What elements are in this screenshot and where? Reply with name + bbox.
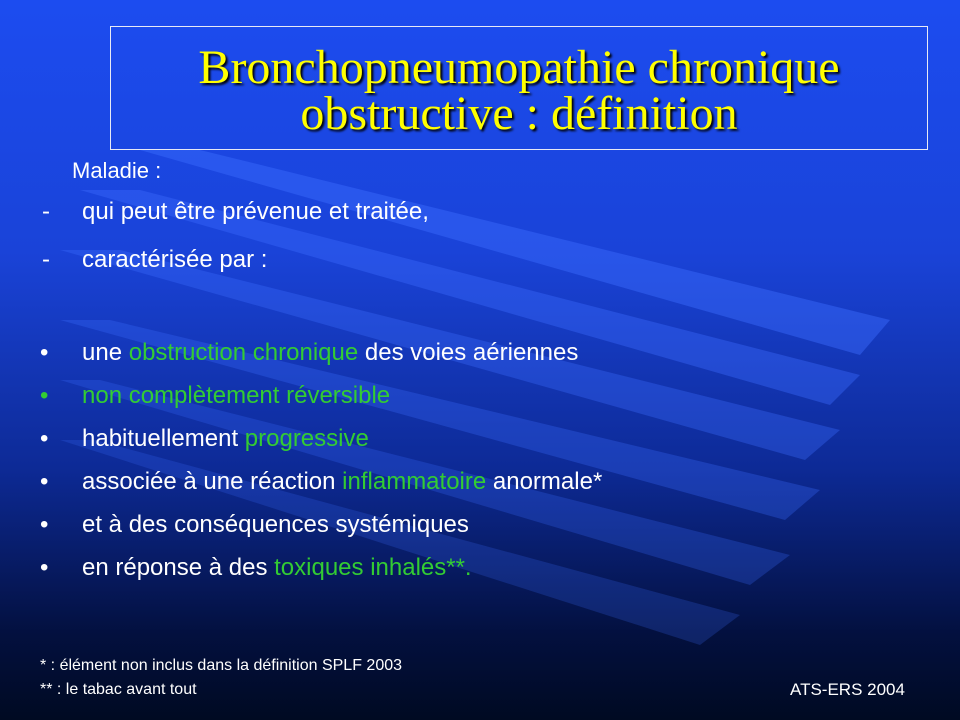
bullet-icon: • (40, 339, 49, 366)
bullet-highlight: inflammatoire (342, 468, 487, 495)
dash-marker: - (42, 198, 50, 225)
bullet-text: et à des conséquences systémiques (82, 511, 469, 538)
bullet-text: anormale* (486, 468, 603, 495)
title-box (110, 26, 928, 150)
dash-item-text: qui peut être prévenue et traitée, (82, 198, 429, 225)
bullet-item (40, 511, 469, 539)
bullet-text: habituellement (82, 425, 245, 452)
bullet-highlight: non complètement réversible (82, 382, 391, 409)
bullet-item (40, 425, 369, 453)
bullet-item (40, 339, 578, 367)
footnotes (40, 654, 402, 702)
bullet-item (40, 554, 472, 582)
bullet-icon: • (40, 554, 49, 581)
bullet-text: en réponse à des (82, 554, 275, 581)
bullet-item (40, 382, 390, 410)
bullet-icon: • (40, 511, 49, 538)
dash-item (42, 198, 429, 226)
source-label: ATS-ERS 2004 (790, 680, 905, 699)
dash-item (42, 246, 267, 274)
bullet-highlight: obstruction chronique (128, 339, 359, 366)
bullet-icon: • (40, 425, 49, 452)
title-line-1: Bronchopneumopathie chronique (198, 41, 840, 94)
bullet-highlight: toxiques inhalés**. (274, 554, 472, 581)
dash-item-text: caractérisée par : (82, 246, 268, 273)
bullet-text: des voies aériennes (358, 339, 579, 366)
bullet-icon: • (40, 468, 49, 495)
bullet-text: associée à une réaction (82, 468, 343, 495)
footnote-1: * : élément non inclus dans la définition SPLF 2003 (40, 657, 403, 674)
bullet-text: une (82, 339, 129, 366)
bullet-item (40, 468, 602, 496)
dash-marker: - (42, 246, 50, 273)
footnote-2: ** : le tabac avant tout (40, 681, 197, 698)
bullet-highlight: progressive (244, 425, 369, 452)
intro-label: Maladie : (72, 158, 162, 183)
title-line-2: obstructive : définition (300, 87, 738, 140)
bullet-icon: • (40, 382, 49, 409)
